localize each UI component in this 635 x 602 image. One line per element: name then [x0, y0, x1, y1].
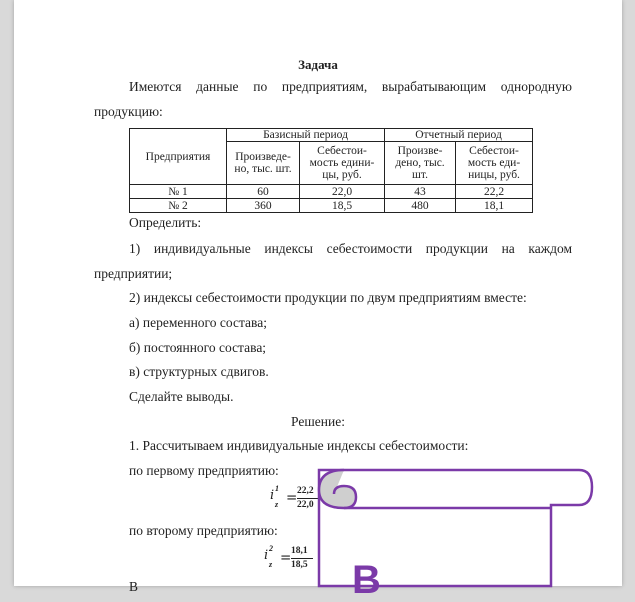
last-line-fragment: В — [129, 579, 139, 594]
item-a: а) переменного состава; — [129, 315, 267, 330]
scroll-banner-overlay — [14, 0, 622, 586]
formula-2-sup: 2 — [269, 544, 273, 553]
cell-z1: 18,1 — [456, 199, 533, 213]
item-b: б) постоянного состава; — [129, 340, 267, 355]
intro-line-2: продукцию: — [94, 104, 163, 119]
overlay-letter: В — [352, 558, 381, 602]
formula-2-sub: z — [269, 560, 273, 569]
header-report-period: Отчетный период — [385, 129, 533, 142]
second-enterprise-label: по второму предприятию: — [129, 523, 278, 538]
formula-1-sub: z — [275, 500, 279, 509]
header-produced-base: Произведе- но, тыс. шт. — [227, 142, 300, 185]
formula-1-denominator: 22,0 — [297, 500, 314, 510]
item-c: в) структурных сдвигов. — [129, 364, 269, 379]
formula-2-equals: = — [280, 550, 292, 566]
intro-line-1: Имеются данные по предприятиям, вырабатывающим однородную — [129, 79, 572, 94]
formula-2-numerator: 18,1 — [291, 546, 308, 556]
cell-z0: 18,5 — [300, 199, 385, 213]
cell-name: № 2 — [130, 199, 227, 213]
cell-q1: 480 — [385, 199, 456, 213]
cell-q0: 360 — [227, 199, 300, 213]
problem-title: Задача — [298, 57, 338, 72]
item-1-line-2: предприятии; — [94, 266, 173, 281]
cell-z0: 22,0 — [300, 185, 385, 199]
cell-name: № 1 — [130, 185, 227, 199]
formula-1-equals: = — [286, 490, 298, 506]
cell-q0: 60 — [227, 185, 300, 199]
formula-2-symbol: i — [264, 548, 269, 563]
determine-label: Определить: — [129, 215, 202, 230]
formula-1-numerator: 22,2 — [297, 486, 314, 496]
step-1: 1. Рассчитываем индивидуальные индексы себестоимости: — [129, 438, 469, 453]
header-cost-report: Себестои- мость еди- ницы, руб. — [456, 142, 533, 185]
item-1-line-1: 1) индивидуальные индексы себестоимости продукции на каждом — [129, 241, 572, 256]
solution-heading: Решение: — [291, 414, 345, 429]
cell-q1: 43 — [385, 185, 456, 199]
formula-1-sup: 1 — [275, 484, 279, 493]
header-produced-report: Произве- дено, тыс. шт. — [385, 142, 456, 185]
document-page — [14, 0, 622, 602]
header-cost-base: Себестои- мость едини- цы, руб. — [300, 142, 385, 185]
first-enterprise-label: по первому предприятию: — [129, 463, 279, 478]
formula-1-symbol: i — [270, 488, 275, 503]
formula-2-denominator: 18,5 — [291, 560, 308, 570]
conclusions: Сделайте выводы. — [129, 389, 234, 404]
cell-z1: 22,2 — [456, 185, 533, 199]
item-2: 2) индексы себестоимости продукции по двум предприятиям вместе: — [129, 290, 527, 305]
header-base-period: Базисный период — [227, 129, 385, 142]
header-enterprise: Предприятия — [130, 129, 227, 185]
